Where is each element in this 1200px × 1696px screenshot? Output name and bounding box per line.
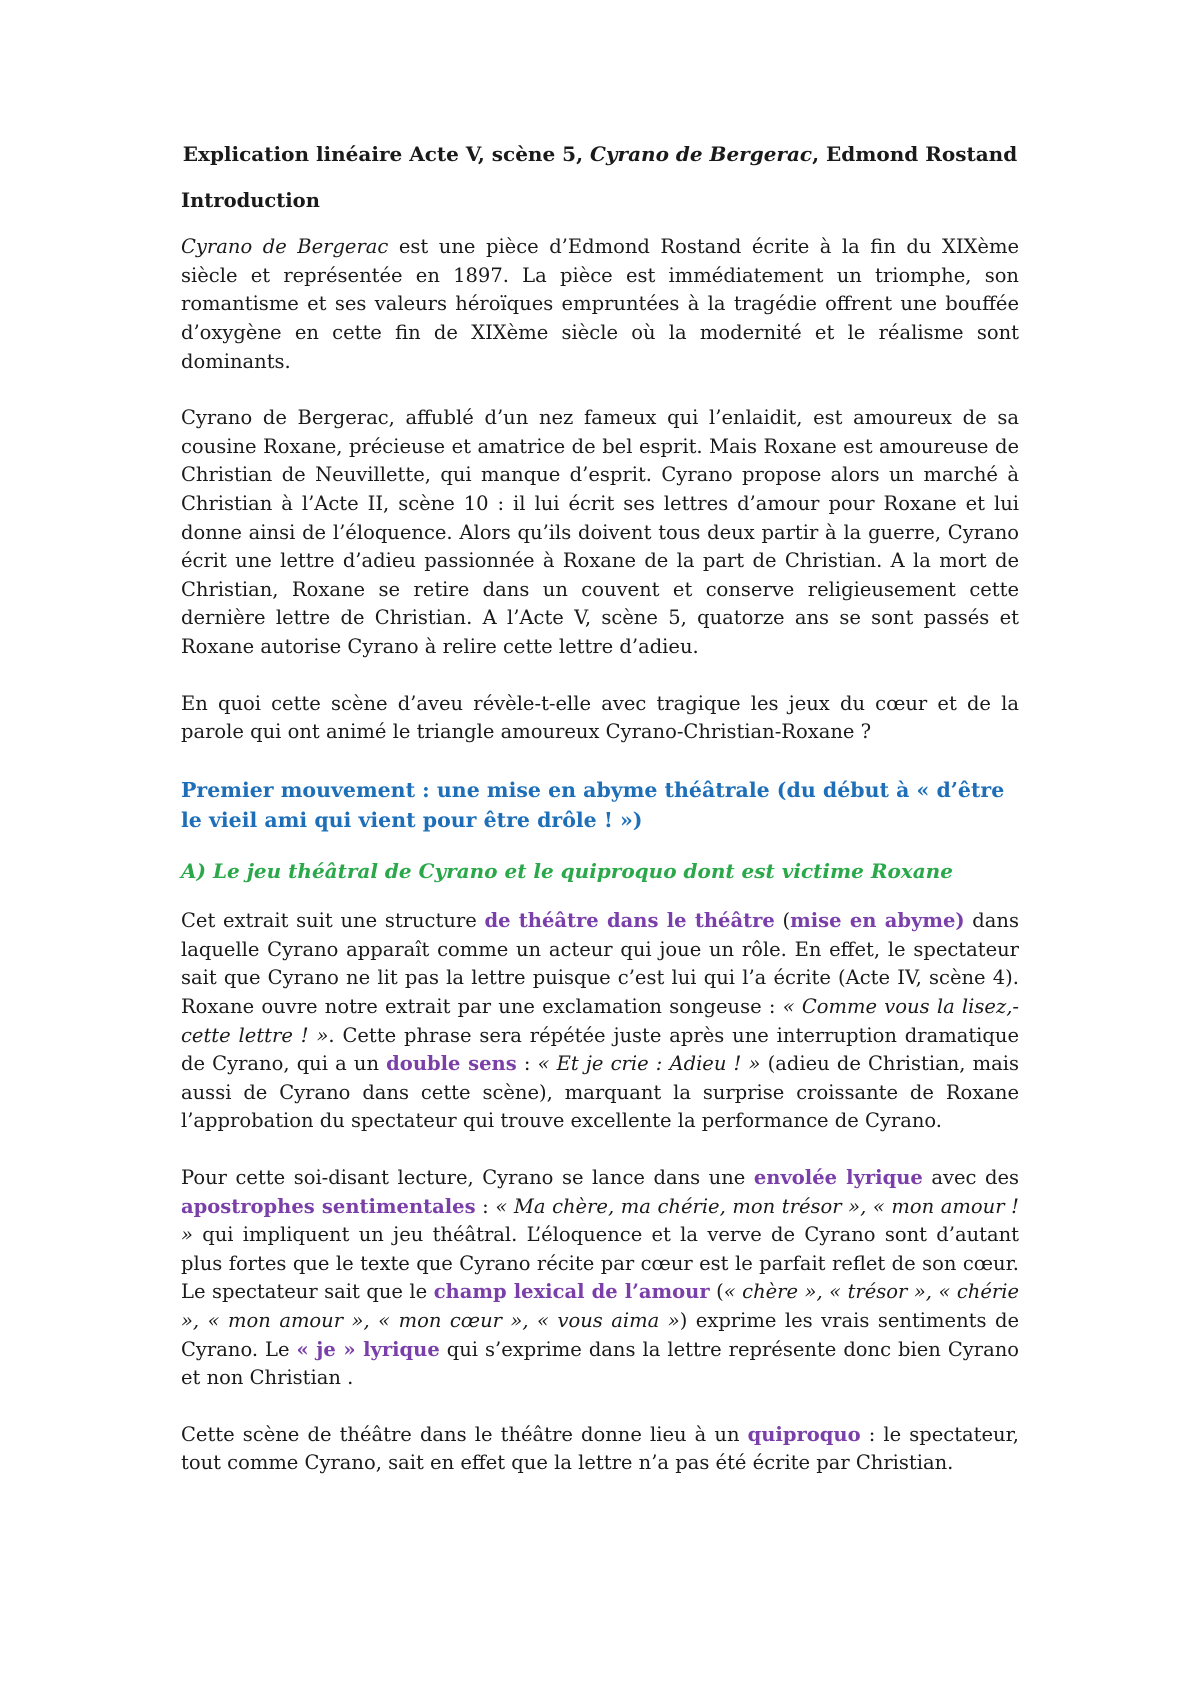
- quote: « Et je crie : Adieu ! »: [537, 1052, 761, 1076]
- problematic-paragraph: En quoi cette scène d’aveu révèle-t-elle avec tragique les jeux du cœur et de la parole qui ont animé le triangle amoureux Cyrano-Christian-Roxane ?: [181, 691, 1019, 744]
- keyword: apostrophes sentimentales: [181, 1194, 476, 1218]
- keyword: double sens: [386, 1052, 517, 1076]
- document-page: [181, 140, 1019, 1506]
- play-title: Cyrano de Bergerac: [590, 142, 813, 166]
- quote: « Ma chère, ma chérie, mon trésor », « mon amour ! »: [181, 1194, 1019, 1247]
- keyword: de théâtre dans le théâtre: [484, 909, 775, 933]
- keyword: envolée lyrique: [753, 1166, 923, 1190]
- keyword: mise en abyme): [790, 909, 965, 933]
- keyword: quiproquo: [747, 1422, 861, 1446]
- quote: « chère », « trésor », « chérie », « mon amour », « mon cœur », « vous aima »: [181, 1280, 1019, 1332]
- analysis-paragraph-2: Pour cette soi-disant lecture, Cyrano se lance dans une envolée lyrique avec des apostrophes sentimentales : « Ma chère, ma chérie, mon trésor », « mon amour ! » qui impliquent un jeu théâtral. L’éloquence et la verve de Cyrano sont d’autant plus fortes que le texte que Cyrano récite par cœur est le parfait reflet de son cœur. Le spectateur sait que le champ lexical de l’amour (« chère », « trésor », « chérie », « mon amour », « mon cœur », « vous aima ») exprime les vrais sentiments de Cyrano. Le « je » lyrique qui s’exprime dans la lettre représente donc bien Cyrano et non Christian .: [181, 1166, 1020, 1390]
- keyword: champ lexical de l’amour: [433, 1280, 710, 1304]
- intro-paragraph-2: Cyrano de Bergerac, affublé d’un nez fameux qui l’enlaidit, est amoureux de sa cousine Roxane, précieuse et amatrice de bel esprit. Mais Roxane est amoureuse de Christian de Neuvillette, qui manque d’esprit. Cyrano propose alors un marché à Christian à l’Acte II, scène 10 : il lui écrit ses lettres d’amour pour Roxane et lui donne ainsi de l’éloquence. Alors qu’ils doivent tous deux partir à la guerre, Cyrano écrit une lettre d’adieu passionnée à Roxane de la part de Christian. A la mort de Christian, Roxane se retire dans un couvent et conserve religieusement cette dernière lettre de Christian. A l’Acte V, scène 5, quatorze ans se sont passés et Roxane autorise Cyrano à relire cette lettre d’adieu.: [181, 406, 1019, 658]
- introduction-heading: Introduction: [181, 188, 320, 212]
- analysis-paragraph-1: Cet extrait suit une structure de théâtre dans le théâtre (mise en abyme) dans laquelle Cyrano apparaît comme un acteur qui joue un rôle. En effet, le spectateur sait que Cyrano ne lit pas la lettre puisque c’est lui qui l’a écrite (Acte IV, scène 4). Roxane ouvre notre extrait par une exclamation songeuse : « Comme vous la lisez,- cette lettre ! ». Cette phrase sera répétée juste après une interruption dramatique de Cyrano, qui a un double sens : « Et je crie : Adieu ! » (adieu de Christian, mais aussi de Cyrano dans cette scène), marquant la surprise croissante de Roxane l’approbation du spectateur qui trouve excellente la performance de Cyrano.: [181, 909, 1020, 1133]
- analysis-paragraph-3: Cette scène de théâtre dans le théâtre donne lieu à un quiproquo : le spectateur, tout comme Cyrano, sait en effet que la lettre n’a pas été écrite par Christian.: [181, 1422, 1019, 1475]
- keyword: « je » lyrique: [296, 1337, 440, 1361]
- document-title: Explication linéaire Acte V, scène 5, Cyrano de Bergerac, Edmond Rostand: [182, 142, 1018, 166]
- quote: « Comme vous la lisez,- cette lettre ! »: [181, 995, 1020, 1047]
- movement-1-heading: Premier mouvement : une mise en abyme théâtrale (du début à « d’être le vieil ami qui vient pour être drôle ! »): [181, 777, 1005, 832]
- intro-paragraph-1: Cyrano de Bergerac est une pièce d’Edmond Rostand écrite à la fin du XIXème siècle et représentée en 1897. La pièce est immédiatement un triomphe, son romantisme et ses valeurs héroïques empruntées à la tragédie offrent une bouffée d’oxygène en cette fin de XIXème siècle où la modernité et le réalisme sont dominants.: [181, 235, 1020, 373]
- section-a-heading: A) Le jeu théâtral de Cyrano et le quiproquo dont est victime Roxane: [181, 858, 953, 883]
